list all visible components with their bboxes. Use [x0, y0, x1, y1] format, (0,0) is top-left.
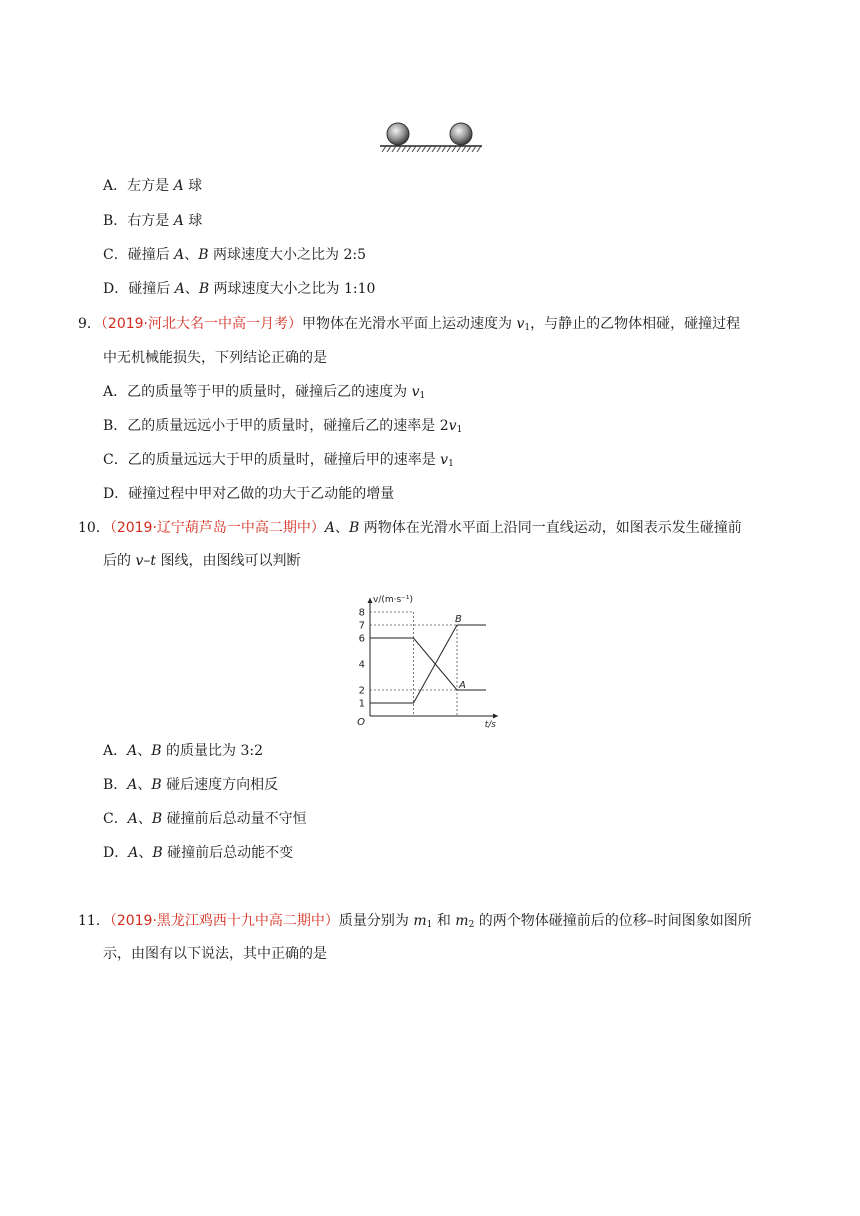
y-tick-label-8: 8	[358, 607, 365, 619]
y-tick-label-6: 6	[358, 633, 365, 645]
origin-label: O	[357, 717, 365, 728]
series-line-B	[370, 625, 486, 703]
q10-option-d: D．A、B 碰撞前后总动能不变	[103, 845, 294, 861]
series-label-A: A	[459, 680, 466, 691]
q9-option-d: D．碰撞过程中甲对乙做的功大于乙动能的增量	[103, 486, 395, 502]
two-balls-on-ground-icon	[378, 118, 484, 158]
y-tick-label-7: 7	[358, 620, 365, 632]
q10-option-a: A．A、B 的质量比为 3:2	[103, 743, 263, 759]
q9-option-b: B．乙的质量远远小于甲的质量时，碰撞后乙的速率是 $2v_1$	[103, 418, 463, 435]
q10-stem-line1: 10．（2019·辽宁葫芦岛一中高二期中）A、B 两物体在光滑水平面上沿同一直线运动，如图表示发生碰撞前	[78, 520, 742, 536]
q11-stem-line2: 示，由图有以下说法，其中正确的是	[103, 946, 327, 962]
y-tick-label-1: 1	[358, 698, 365, 710]
y-axis-arrow	[368, 598, 373, 603]
q9-source: （2019·河北大名一中高一月考）	[100, 316, 303, 332]
q10-option-c: C．A、B 碰撞前后总动量不守恒	[103, 811, 307, 827]
q10-source: （2019·辽宁葫芦岛一中高二期中）	[109, 520, 325, 536]
y-tick-label-2: 2	[358, 685, 365, 697]
q9-option-a: A．乙的质量等于甲的质量时，碰撞后乙的速度为 $v_1$	[103, 384, 426, 401]
q8-option-c: C．碰撞后 A、B 两球速度大小之比为 2:5	[103, 247, 367, 263]
x-axis-label: t/s	[484, 720, 496, 730]
q10-option-b: B．A、B 碰后速度方向相反	[103, 777, 279, 793]
q9-stem-line1: 9．（2019·河北大名一中高一月考）甲物体在光滑水平面上运动速度为 $v_1$，与静止的乙物体相碰，碰撞过程	[78, 316, 741, 333]
q8-option-b: B．右方是 A 球	[103, 213, 203, 229]
y-axis-label: v/(m·s⁻¹)	[373, 595, 414, 605]
series-line-A	[370, 638, 486, 690]
right-ball	[450, 123, 472, 145]
vt-graph	[330, 588, 510, 730]
q9-option-c: C．乙的质量远远大于甲的质量时，碰撞后甲的速率是 $v_1$	[103, 452, 454, 469]
q10-stem-line2: 后的 v–t 图线，由图线可以判断	[103, 553, 301, 569]
left-ball	[387, 123, 409, 145]
series-label-B: B	[455, 614, 462, 625]
y-tick-label-4: 4	[358, 659, 365, 671]
x-axis-arrow	[493, 714, 498, 719]
q11-stem-line1: 11．（2019·黑龙江鸡西十九中高二期中）质量分别为 $m_1$ 和 $m_2$ 的两个物体碰撞前后的位移–时间图象如图所	[78, 913, 752, 930]
q8-option-a: A．左方是 A 球	[103, 178, 203, 194]
q11-source: （2019·黑龙江鸡西十九中高二期中）	[109, 913, 339, 929]
q8-option-d: D．碰撞后 A、B 两球速度大小之比为 1:10	[103, 281, 376, 297]
q9-stem-line2: 中无机械能损失，下列结论正确的是	[103, 350, 327, 366]
